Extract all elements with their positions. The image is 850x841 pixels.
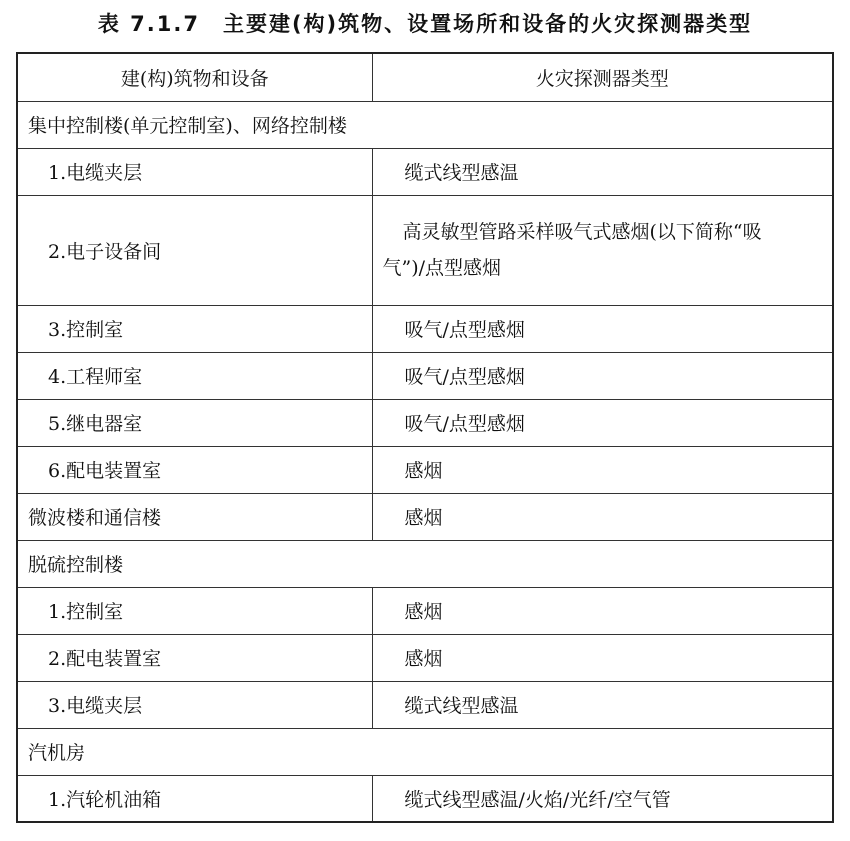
building-cell: 2.配电装置室 (17, 634, 372, 681)
detector-cell (372, 195, 833, 305)
table-row (17, 101, 833, 148)
building-cell: 3.电缆夹层 (17, 681, 372, 728)
detector-cell: 缆式线型感温 (372, 148, 833, 195)
header-detector: 火灾探测器类型 (372, 53, 833, 101)
building-cell: 1.控制室 (17, 587, 372, 634)
table-row (17, 587, 833, 634)
building-cell: 1.电缆夹层 (17, 148, 372, 195)
detector-cell: 缆式线型感温/火焰/光纤/空气管 (372, 775, 833, 822)
detector-line-1: 高灵敏型管路采样吸气式感烟(以下简称“吸 (402, 221, 762, 243)
detector-cell: 感烟 (372, 634, 833, 681)
table-row (17, 446, 833, 493)
detector-cell: 吸气/点型感烟 (372, 399, 833, 446)
building-cell: 1.汽轮机油箱 (17, 775, 372, 822)
building-cell: 微波楼和通信楼 (17, 493, 372, 540)
detector-cell: 缆式线型感温 (372, 681, 833, 728)
table-row (17, 634, 833, 681)
group-cell: 脱硫控制楼 (17, 540, 833, 587)
detector-type-table (16, 52, 834, 823)
table-title: 表 7.1.7 主要建(构)筑物、设置场所和设备的火灾探测器类型 (97, 12, 753, 36)
building-cell: 6.配电装置室 (17, 446, 372, 493)
building-cell: 3.控制室 (17, 305, 372, 352)
table-row (17, 493, 833, 540)
group-cell: 汽机房 (17, 728, 833, 775)
table-row (17, 195, 833, 305)
table-row (17, 305, 833, 352)
building-cell: 2.电子设备间 (17, 195, 372, 305)
detector-cell: 感烟 (372, 587, 833, 634)
table-row (17, 540, 833, 587)
header-row (17, 53, 833, 101)
table-row (17, 681, 833, 728)
table-row (17, 148, 833, 195)
table-row (17, 399, 833, 446)
building-cell: 4.工程师室 (17, 352, 372, 399)
detector-cell: 感烟 (372, 446, 833, 493)
detector-cell: 吸气/点型感烟 (372, 352, 833, 399)
detector-cell: 吸气/点型感烟 (372, 305, 833, 352)
detector-cell: 感烟 (372, 493, 833, 540)
table-row (17, 728, 833, 775)
table-row (17, 352, 833, 399)
detector-line-2: 气”)/点型感烟 (382, 257, 502, 279)
header-building: 建(构)筑物和设备 (17, 53, 372, 101)
building-cell: 5.继电器室 (17, 399, 372, 446)
group-cell: 集中控制楼(单元控制室)、网络控制楼 (17, 101, 833, 148)
table-row (17, 775, 833, 822)
